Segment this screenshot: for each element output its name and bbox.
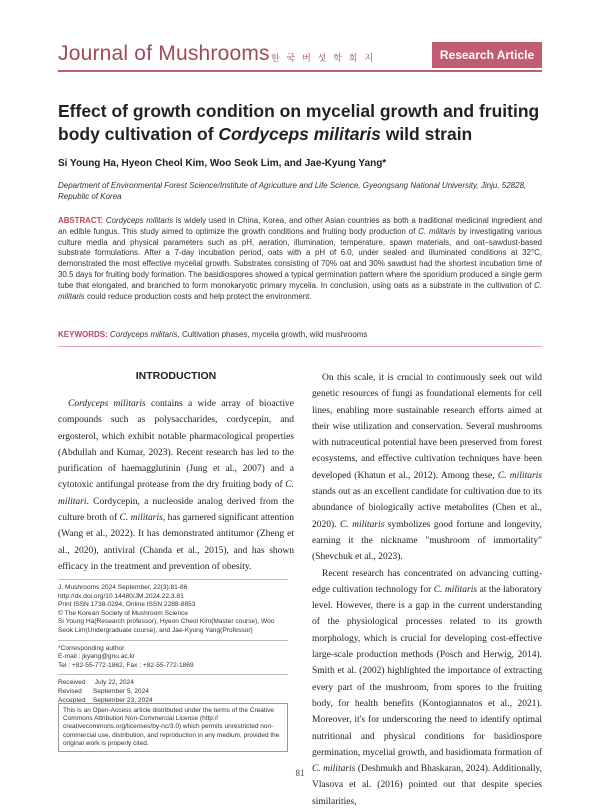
info-divider: [58, 579, 288, 580]
keywords: KEYWORDS: Cordyceps militaris, Cultivation phases, mycelia growth, wild mushrooms: [58, 330, 368, 339]
issn-line: Print ISSN 1738-0294, Online ISSN 2288-8853: [58, 601, 196, 609]
doi-link[interactable]: http://dx.doi.org/10.14480/JM.2024.22.3.81: [58, 592, 184, 600]
journal-header: [58, 42, 542, 72]
author-roles: Si Young Ha(Research professor), Hyeon Cheol Kim(Master course), Woo Seok Lim(Undergraduate course), and Jae-Kyung Yang(Professor): [58, 618, 275, 634]
page-number: 81: [295, 768, 305, 778]
paper-title: Effect of growth condition on mycelial growth and fruiting body cultivation of Cordyceps militaris wild strain: [58, 101, 540, 144]
right-column: [312, 370, 542, 810]
header-divider: [58, 70, 542, 72]
received-date: Received July 22, 2024: [58, 679, 134, 687]
copyright-line: © The Korean Society of Mushroom Science: [58, 609, 189, 617]
introduction-paragraph-3: Recent research has concentrated on advancing cutting-edge cultivation technology for C. militaris at the laboratory level. However, there is a gap in the current understanding of the physiological processes related to its growth morphology, which is crucial for developing cost-effective large-scale production methods (Posch and Herwig, 2014). Smith et al. (2002) highlighted the importance of extracting every part of the mushroom, from spores to the fruiting body, for health benefits (Kontogiannatos et al., 2021). Moreover, it's for underscoring the need to identify optimal nutritional and physical conditions for basidiospore germination, mycelial growth, and basidiomata formation of C. militaris (Deshmukh and Bhaskaran, 2024). Additionally, Vlasova et al. (2016) pointed out that despite species similarities,: [312, 568, 542, 807]
article-info-box: [58, 575, 288, 705]
introduction-paragraph-1: Cordyceps militaris contains a wide array of bioactive compounds such as polysaccharides, cordycepin, and ergosterol, which exhibit notable pharmacological properties (Abdullah and Kumar, 2023). Recent research has led to the purification of haemagglutinin (Jung et al., 2007) and a cytotoxic antifungal protease from the dry fruiting body of C. militari. Cordycepin, a nucleoside analog derived from the culture broth of C. militaris, has garnered significant attention (Wang et al., 2022). It has demonstrated antitumor (Zheng et al., 2020), antiviral (Chanda et al., 2015), and has shown efficacy in the treatment and prevention of obesity.: [58, 399, 294, 572]
info-divider: [58, 640, 288, 641]
email-line[interactable]: E-mail : jkyang@gnu.ac.kr: [58, 653, 136, 661]
info-divider: [58, 674, 288, 675]
accepted-date: Accepted September 23, 2024: [58, 696, 153, 704]
license-box: This is an Open-Access article distributed under the terms of the Creative Commons Attribution Non-Commercial License (http:// creativecommons.org/licenses/by-nc/3.0) which permits unrestricted non-commercial use, distribution, and reproduction in any medium, provided the original work is properly cited.: [58, 703, 288, 752]
journal-korean-title: 한 국 버 섯 학 회 지: [271, 54, 376, 64]
author-affiliation: Department of Environmental Forest Science/Institute of Agriculture and Life Science, Gyeongsang National University, Jinju, 52828, Republic of Korea: [58, 181, 527, 201]
citation-line: J. Mushrooms 2024 September, 22(3):81-86: [58, 584, 188, 591]
phone-line: Tel : +82-55-772-1862, Fax : +82-55-772-1869: [58, 661, 194, 669]
author-list: Si Young Ha, Hyeon Cheol Kim, Woo Seok Lim, and Jae-Kyung Yang*: [58, 158, 387, 169]
abstract: ABSTRACT: Cordyceps militaris is widely used in China, Korea, and other Asian countries as both a traditional medicinal ingredient and an edible fungus. This study aimed to optimize the growth conditions and fruiting body production of C. militaris by investigating various culture media and physical parameters such as pH, aeration, illumination, temperature, spawn materials, and oat–sawdust-based substrate formulations. After a 7-day incubation period, oats with a pH of 6.0, under sealed and illuminated conditions at 32°C, demonstrated the most effective mycelial growth. Substrates consisting of 70% oat and 30% sawdust had the shortest incubation time of 30.5 days for fruiting body formation. The basidiospores showed a typical germination pattern where the sporidium produced a single germ tube that elongated, and branched to form monokaryotic primary mycelia. In conclusion, using oats as a substrate in the cultivation of C. militaris could reduce production costs and help protect the environment.: [58, 216, 542, 301]
abstract-label: ABSTRACT:: [58, 216, 104, 225]
left-column: [58, 370, 294, 575]
revised-date: Revised September 5, 2024: [58, 687, 149, 695]
section-heading-introduction: INTRODUCTION: [135, 370, 217, 382]
keywords-label: KEYWORDS:: [58, 330, 108, 339]
introduction-paragraph-2: On this scale, it is crucial to continuously seek out wild genetic resources of fungi as foundational elements for cell lines, enabling more sustainable research efforts aimed at their wise utilization and conservation. Several mushrooms with nutraceutical potential have been preserved from forest ecosystems, and effective cultivation techniques have been developed (Khatun et al., 2012). Among these, C. militaris stands out as an excellent candidate for cultivation due to its abundance of biologically active metabolites (Chen et al., 2020). C. militaris symbolizes good fortune and longevity, earning it the nickname "mushroom of immortality" (Shevchuk et al., 2023).: [312, 373, 542, 563]
journal-title: Journal of Mushrooms: [58, 42, 270, 65]
article-type-badge: Research Article: [432, 42, 542, 68]
abstract-divider: [58, 346, 542, 347]
corresponding-author-label: *Corresponding author: [58, 644, 125, 652]
